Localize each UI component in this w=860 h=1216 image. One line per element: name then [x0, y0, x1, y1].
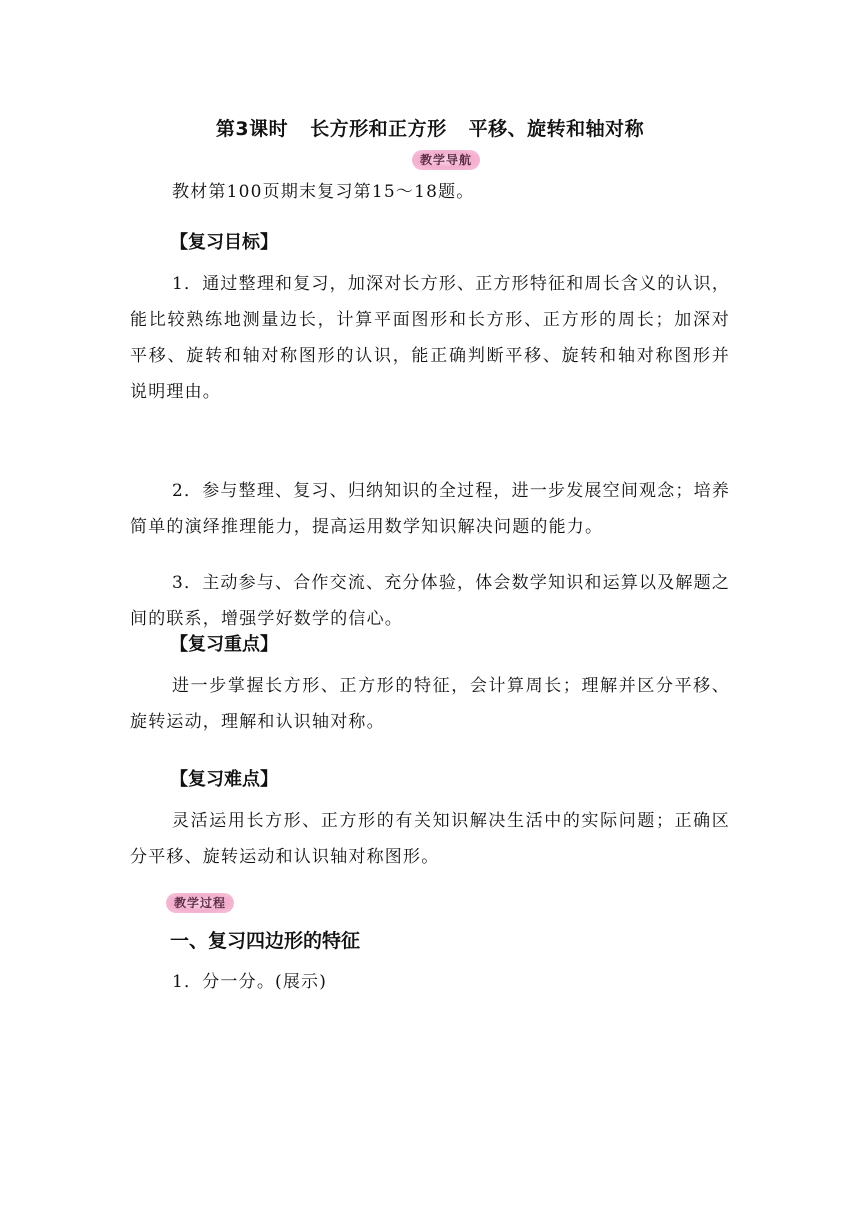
review-difficulties-text: 灵活运用长方形、正方形的有关知识解决生活中的实际问题；正确区分平移、旋转运动和认识轴对称图形。: [130, 811, 730, 867]
title-lesson: 第3课时: [215, 118, 289, 140]
review-goal-item-2: 2．参与整理、复习、归纳知识的全过程，进一步发展空间观念；培养简单的演绎推理能力，提高运用数学知识解决问题的能力。: [130, 481, 731, 537]
review-difficulties-heading: 【复习难点】: [170, 769, 278, 790]
title-topic-1: 长方形和正方形: [310, 118, 447, 140]
review-goals-heading: 【复习目标】: [170, 232, 278, 253]
section-1-heading: 一、复习四边形的特征: [170, 930, 361, 952]
teaching-process-badge: 教学过程: [166, 893, 234, 913]
teaching-navigation-badge: 教学导航: [412, 150, 480, 170]
textbook-reference: 教材第100页期末复习第15～18题。: [172, 182, 475, 202]
review-key-points-text: 进一步掌握长方形、正方形的特征，会计算周长；理解并区分平移、旋转运动，理解和认识轴对称。: [130, 676, 730, 732]
title-topic-2: 平移、旋转和轴对称: [468, 118, 645, 140]
review-key-points-heading: 【复习重点】: [170, 634, 278, 655]
section-1-step-1: 1．分一分。(展示): [172, 972, 328, 992]
review-goal-item-1: 1．通过整理和复习，加深对长方形、正方形特征和周长含义的认识，能比较熟练地测量边长，计算平面图形和长方形、正方形的周长；加深对平移、旋转和轴对称图形的认识，能正确判断平移、旋转和轴对称图形并说明理由。: [130, 274, 731, 402]
review-goal-item-3: 3．主动参与、合作交流、充分体验，体会数学知识和运算以及解题之间的联系，增强学好数学的信心。: [130, 573, 731, 629]
page-title: [0, 114, 860, 141]
